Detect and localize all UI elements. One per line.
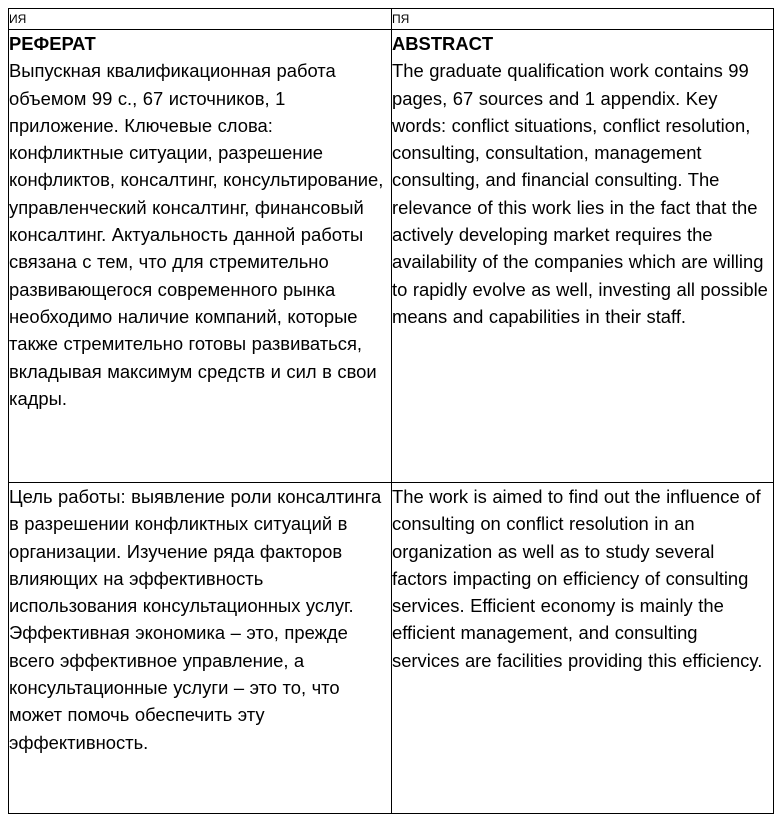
table-header-row [9, 9, 774, 30]
header-source-language: ИЯ [9, 9, 392, 30]
target-abstract-text: The graduate qualification work contains 99 pages, 67 sources and 1 appendix. Key words: conflict situations, conflict resolution, consulting, consultation, management consulting, and financial consulting. The relevance of this work lies in the fact that the actively developing market requires the availability of the companies which are willing to rapidly evolve as well, investing all possible means and capabilities in their staff. [392, 60, 768, 327]
translation-table [8, 8, 774, 814]
target-cell-abstract [392, 30, 774, 483]
source-abstract-heading: РЕФЕРАТ [9, 33, 96, 54]
source-abstract-text: Выпускная квалификационная работа объемом 99 с., 67 источников, 1 приложение. Ключевые слова: конфликтные ситуации, разрешение конфликтов, консалтинг, консультирование, управленческий консалтинг, финансовый консалтинг. Актуальность данной работы связана с тем, что для стремительно развивающегося современного рынка необходимо наличие компаний, которые также стремительно готовы развиваться, вкладывая максимум средств и сил в свои кадры. [9, 60, 384, 409]
source-aim-text: Цель работы: выявление роли консалтинга в разрешении конфликтных ситуаций в организации. Изучение ряда факторов влияющих на эффективность использования консультационных услуг. Эффективная экономика – это, прежде всего эффективное управление, а консультационные услуги – это то, что может помочь обеспечить эту эффективность. [9, 486, 382, 753]
source-cell-abstract [9, 30, 392, 483]
target-cell-aim [392, 483, 774, 814]
target-abstract-heading: ABSTRACT [392, 33, 494, 54]
table-row [9, 30, 774, 483]
table-row [9, 483, 774, 814]
source-cell-aim [9, 483, 392, 814]
target-aim-text: The work is aimed to find out the influence of consulting on conflict resolution in an organization as well as to study several factors impacting on efficiency of consulting services. Efficient economy is mainly the efficient management, and consulting services are facilities providing this efficiency. [392, 486, 763, 671]
header-target-language: ПЯ [392, 9, 774, 30]
